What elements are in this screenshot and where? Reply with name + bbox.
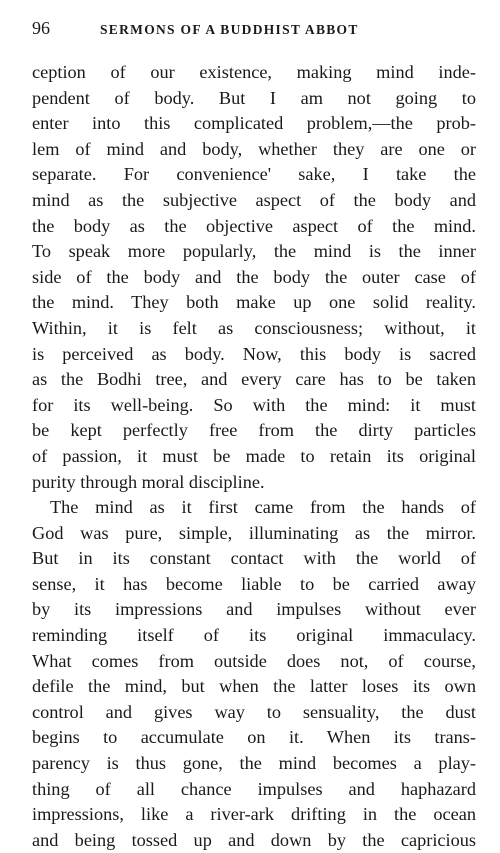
text-line: God was pure, simple, illuminating as the mirror.	[32, 522, 476, 543]
text-line: To speak more popularly, the mind is the inner	[32, 241, 476, 262]
text-line: The mind as it first came from the hands of	[50, 497, 476, 518]
text-line: by its impressions and impulses without ever	[32, 599, 476, 620]
text-line: impressions, like a river-ark drifting in the ocean	[32, 804, 476, 825]
text-line: reminding itself of its original immaculacy.	[32, 625, 476, 646]
text-line: sense, it has become liable to be carried away	[32, 573, 476, 594]
text-line: What comes from outside does not, of course,	[32, 650, 476, 671]
text-line: But in its constant contact with the world of	[32, 548, 476, 569]
text-line: ception of our existence, making mind inde-	[32, 62, 476, 82]
text-line: be kept perfectly free from the dirty particles	[32, 420, 476, 441]
text-line: is perceived as body. Now, this body is sacred	[32, 343, 476, 364]
text-line: lem of mind and body, whether they are one or	[32, 138, 476, 159]
text-line: as the Bodhi tree, and every care has to be taken	[32, 369, 476, 390]
running-head: SERMONS OF A BUDDHIST ABBOT	[100, 22, 359, 37]
text-line: separate. For convenience' sake, I take the	[32, 164, 476, 185]
text-line: of passion, it must be made to retain its original	[32, 445, 476, 466]
text-line: mind as the subjective aspect of the body and	[32, 189, 476, 210]
page-header	[32, 18, 476, 44]
text-line: the mind. They both make up one solid reality.	[32, 292, 476, 313]
text-line: pendent of body. But I am not going to	[32, 87, 476, 108]
text-line: control and gives way to sensuality, the dust	[32, 701, 476, 722]
text-line: parency is thus gone, the mind becomes a play-	[32, 753, 476, 774]
text-line: side of the body and the body the outer case of	[32, 266, 476, 287]
text-line: defile the mind, but when the latter loses its own	[32, 676, 476, 697]
text-line: Within, it is felt as consciousness; without, it	[32, 317, 476, 338]
paragraph-2	[32, 495, 476, 853]
text-line: begins to accumulate on it. When its trans-	[32, 727, 476, 748]
text-line: for its well-being. So with the mind: it must	[32, 394, 476, 415]
body-text	[32, 60, 476, 853]
page-number: 96	[32, 18, 50, 38]
book-page	[32, 18, 476, 853]
paragraph-1	[32, 60, 476, 495]
text-line: the body as the objective aspect of the mind.	[32, 215, 476, 236]
text-line: and being tossed up and down by the capricious	[32, 829, 476, 850]
text-line: thing of all chance impulses and haphazard	[32, 778, 476, 799]
text-line: enter into this complicated problem,—the prob-	[32, 113, 476, 134]
text-line: purity through moral discipline.	[32, 471, 265, 492]
